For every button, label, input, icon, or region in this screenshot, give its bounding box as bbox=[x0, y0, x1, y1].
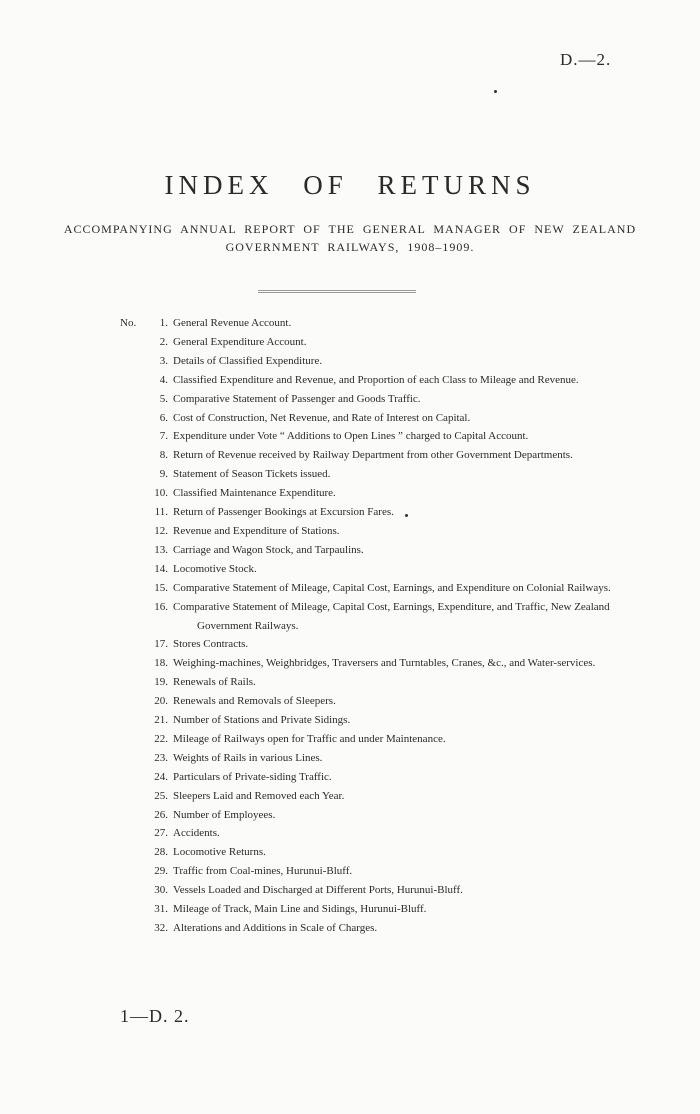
list-prefix bbox=[120, 881, 146, 900]
return-number: 27. bbox=[154, 827, 168, 840]
return-title-text: Cost of Construction, Net Revenue, and Rate of Interest on Capital. bbox=[173, 411, 471, 424]
list-prefix bbox=[120, 579, 146, 598]
return-number: 3. bbox=[159, 354, 168, 367]
return-number: 20. bbox=[154, 695, 168, 708]
list-prefix bbox=[120, 824, 146, 843]
list-prefix bbox=[120, 409, 146, 428]
list-prefix bbox=[120, 900, 146, 919]
return-number: 25. bbox=[154, 789, 168, 802]
list-prefix bbox=[120, 427, 146, 446]
list-item bbox=[120, 919, 680, 938]
return-title-text: Expenditure under Vote “ Additions to Open Lines ” charged to Capital Account. bbox=[173, 430, 529, 443]
return-title bbox=[173, 806, 680, 825]
subtitle-line-2: GOVERNMENT RAILWAYS, 1908–1909. bbox=[225, 240, 475, 254]
return-title-text: Carriage and Wagon Stock, and Tarpaulins. bbox=[173, 543, 364, 556]
list-item bbox=[120, 862, 680, 881]
list-prefix bbox=[120, 465, 146, 484]
return-title-text: Renewals and Removals of Sleepers. bbox=[173, 695, 336, 708]
list-item bbox=[120, 427, 680, 446]
return-title-text: Traffic from Coal-mines, Hurunui-Bluff. bbox=[173, 865, 353, 878]
list-prefix bbox=[120, 806, 146, 825]
subtitle-line-1: ACCOMPANYING ANNUAL REPORT OF THE GENERAL MANAGER OF NEW ZEALAND bbox=[63, 222, 637, 236]
return-title bbox=[173, 352, 680, 371]
list-item bbox=[120, 352, 680, 371]
list-prefix bbox=[120, 522, 146, 541]
return-title-text: General Expenditure Account. bbox=[173, 335, 307, 348]
return-number: 24. bbox=[154, 770, 168, 783]
return-title bbox=[173, 409, 680, 428]
list-item bbox=[120, 730, 680, 749]
list-item bbox=[120, 598, 680, 636]
return-number: 14. bbox=[154, 562, 168, 575]
return-title bbox=[173, 673, 680, 692]
return-title-text: General Revenue Account. bbox=[173, 317, 292, 329]
return-title bbox=[173, 654, 680, 673]
return-number: 13. bbox=[154, 543, 168, 556]
return-title-text: Alterations and Additions in Scale of Charges. bbox=[173, 922, 378, 934]
return-title-text: Mileage of Railways open for Traffic and under Maintenance. bbox=[173, 732, 446, 745]
list-item bbox=[120, 843, 680, 862]
return-number: 10. bbox=[154, 487, 168, 500]
return-title bbox=[173, 711, 680, 730]
return-number: 1. bbox=[159, 317, 168, 329]
return-number: 4. bbox=[159, 373, 168, 386]
page-reference: D.—2. bbox=[560, 50, 612, 69]
print-speck bbox=[494, 90, 497, 93]
return-title bbox=[173, 919, 680, 938]
list-prefix bbox=[120, 541, 146, 560]
return-title bbox=[173, 446, 680, 465]
return-number: 21. bbox=[154, 714, 168, 727]
return-title bbox=[173, 692, 680, 711]
list-prefix bbox=[120, 446, 146, 465]
return-number: 12. bbox=[154, 524, 168, 537]
list-item bbox=[120, 560, 680, 579]
return-number: 23. bbox=[154, 751, 168, 764]
return-title-text: Vessels Loaded and Discharged at Different Ports, Hurunui-Bluff. bbox=[173, 884, 463, 897]
return-title bbox=[173, 843, 680, 862]
return-title bbox=[173, 881, 680, 900]
return-title-text: Sleepers Laid and Removed each Year. bbox=[173, 789, 345, 802]
list-prefix bbox=[120, 692, 146, 711]
list-prefix bbox=[120, 635, 146, 654]
return-title bbox=[173, 427, 680, 446]
return-number: 31. bbox=[154, 903, 168, 916]
list-prefix bbox=[120, 787, 146, 806]
list-item bbox=[120, 390, 680, 409]
list-item bbox=[120, 484, 680, 503]
return-number: 17. bbox=[154, 638, 168, 651]
list-prefix bbox=[120, 711, 146, 730]
list-item bbox=[120, 409, 680, 428]
list-item bbox=[120, 673, 680, 692]
page-subtitle bbox=[60, 220, 640, 256]
return-title bbox=[173, 824, 680, 843]
return-title-text: Comparative Statement of Mileage, Capital Cost, Earnings, and Expenditure on Colonial Railways. bbox=[173, 581, 611, 594]
return-title bbox=[173, 730, 680, 749]
list-prefix bbox=[120, 730, 146, 749]
return-title-text: Renewals of Rails. bbox=[173, 676, 256, 689]
list-item bbox=[120, 768, 680, 787]
return-title-text: Number of Employees. bbox=[173, 808, 276, 821]
return-title bbox=[173, 390, 680, 409]
list-item bbox=[120, 314, 680, 333]
list-item bbox=[120, 333, 680, 352]
list-item bbox=[120, 654, 680, 673]
return-number: 29. bbox=[154, 865, 168, 878]
list-item bbox=[120, 806, 680, 825]
return-title-text: Statement of Season Tickets issued. bbox=[173, 468, 331, 481]
list-item bbox=[120, 692, 680, 711]
return-title-text: Revenue and Expenditure of Stations. bbox=[173, 524, 340, 537]
return-title-text: Weights of Rails in various Lines. bbox=[173, 751, 323, 764]
return-number: 8. bbox=[159, 449, 168, 462]
list-prefix bbox=[120, 862, 146, 881]
list-prefix bbox=[120, 598, 146, 636]
list-item bbox=[120, 541, 680, 560]
return-title-text: Particulars of Private-siding Traffic. bbox=[173, 770, 332, 783]
return-title-text: Classified Maintenance Expenditure. bbox=[173, 487, 336, 500]
return-number: 5. bbox=[159, 392, 168, 405]
return-title bbox=[173, 484, 680, 503]
return-title-text: Details of Classified Expenditure. bbox=[173, 354, 323, 367]
return-title-text: Mileage of Track, Main Line and Sidings, Hurunui-Bluff. bbox=[173, 903, 427, 916]
list-prefix bbox=[120, 843, 146, 862]
list-item bbox=[120, 749, 680, 768]
list-prefix bbox=[120, 333, 146, 352]
return-number: 30. bbox=[154, 884, 168, 897]
return-title bbox=[173, 465, 680, 484]
return-number: 6. bbox=[159, 411, 168, 424]
list-prefix bbox=[120, 503, 146, 522]
return-title-text: Comparative Statement of Passenger and Goods Traffic. bbox=[173, 392, 421, 405]
return-number: 18. bbox=[154, 657, 168, 670]
list-prefix bbox=[120, 390, 146, 409]
list-prefix bbox=[120, 749, 146, 768]
return-title-text: Classified Expenditure and Revenue, and Proportion of each Class to Mileage and Revenue. bbox=[173, 373, 579, 386]
list-item bbox=[120, 787, 680, 806]
print-speck bbox=[405, 514, 408, 517]
return-title-text: Return of Passenger Bookings at Excursion Fares. bbox=[173, 506, 394, 519]
return-title bbox=[173, 503, 680, 522]
list-item bbox=[120, 522, 680, 541]
return-title bbox=[173, 635, 680, 654]
return-number: 9. bbox=[159, 468, 168, 481]
return-number: 26. bbox=[154, 808, 168, 821]
return-title-text: Number of Stations and Private Sidings. bbox=[173, 714, 351, 727]
returns-list bbox=[120, 314, 680, 938]
return-title-text: Accidents. bbox=[173, 827, 220, 840]
list-item bbox=[120, 579, 680, 598]
return-number: 16. bbox=[154, 600, 168, 613]
return-title bbox=[173, 598, 680, 636]
return-title bbox=[173, 333, 680, 352]
return-title-text: Return of Revenue received by Railway Department from other Government Departments. bbox=[173, 449, 573, 462]
list-item bbox=[120, 503, 680, 522]
list-prefix bbox=[120, 371, 146, 390]
return-title bbox=[173, 579, 680, 598]
list-prefix bbox=[120, 768, 146, 787]
list-prefix bbox=[120, 352, 146, 371]
return-number: 15. bbox=[154, 581, 168, 594]
list-prefix bbox=[120, 560, 146, 579]
page-title: INDEX OF RETURNS bbox=[164, 170, 536, 200]
return-number: 19. bbox=[154, 676, 168, 689]
return-title bbox=[173, 787, 680, 806]
return-title bbox=[173, 371, 680, 390]
return-number: 11. bbox=[154, 506, 168, 519]
return-title bbox=[173, 862, 680, 881]
list-item bbox=[120, 711, 680, 730]
return-title bbox=[173, 522, 680, 541]
list-prefix: No. bbox=[120, 317, 137, 329]
return-title-text: Stores Contracts. bbox=[173, 638, 249, 651]
return-title bbox=[173, 560, 680, 579]
return-number: 2. bbox=[159, 335, 168, 348]
return-title bbox=[173, 900, 680, 919]
return-number: 22. bbox=[154, 732, 168, 745]
return-title bbox=[173, 749, 680, 768]
return-title-text: Comparative Statement of Mileage, Capital Cost, Earnings, Expenditure, and Traffic, New Zealand bbox=[173, 600, 610, 613]
return-number: 28. bbox=[154, 846, 168, 859]
printer-signature: 1—D. 2. bbox=[120, 1006, 190, 1026]
return-title-text: Weighing-machines, Weighbridges, Traversers and Turntables, Cranes, &c., and Water-services. bbox=[173, 657, 596, 670]
list-item bbox=[120, 465, 680, 484]
list-item bbox=[120, 371, 680, 390]
return-title-text: Locomotive Returns. bbox=[173, 846, 266, 859]
list-prefix bbox=[120, 673, 146, 692]
list-prefix bbox=[120, 654, 146, 673]
list-prefix bbox=[120, 919, 146, 938]
list-item bbox=[120, 824, 680, 843]
list-item bbox=[120, 446, 680, 465]
list-prefix bbox=[120, 484, 146, 503]
list-item bbox=[120, 881, 680, 900]
decorative-rule bbox=[258, 290, 416, 292]
return-title bbox=[173, 541, 680, 560]
return-number: 32. bbox=[154, 922, 168, 934]
return-title bbox=[173, 314, 680, 333]
return-title-text: Locomotive Stock. bbox=[173, 562, 257, 575]
list-item bbox=[120, 635, 680, 654]
return-number: 7. bbox=[159, 430, 168, 443]
list-item bbox=[120, 900, 680, 919]
return-title-continuation: Government Railways. bbox=[197, 619, 299, 632]
return-title bbox=[173, 768, 680, 787]
